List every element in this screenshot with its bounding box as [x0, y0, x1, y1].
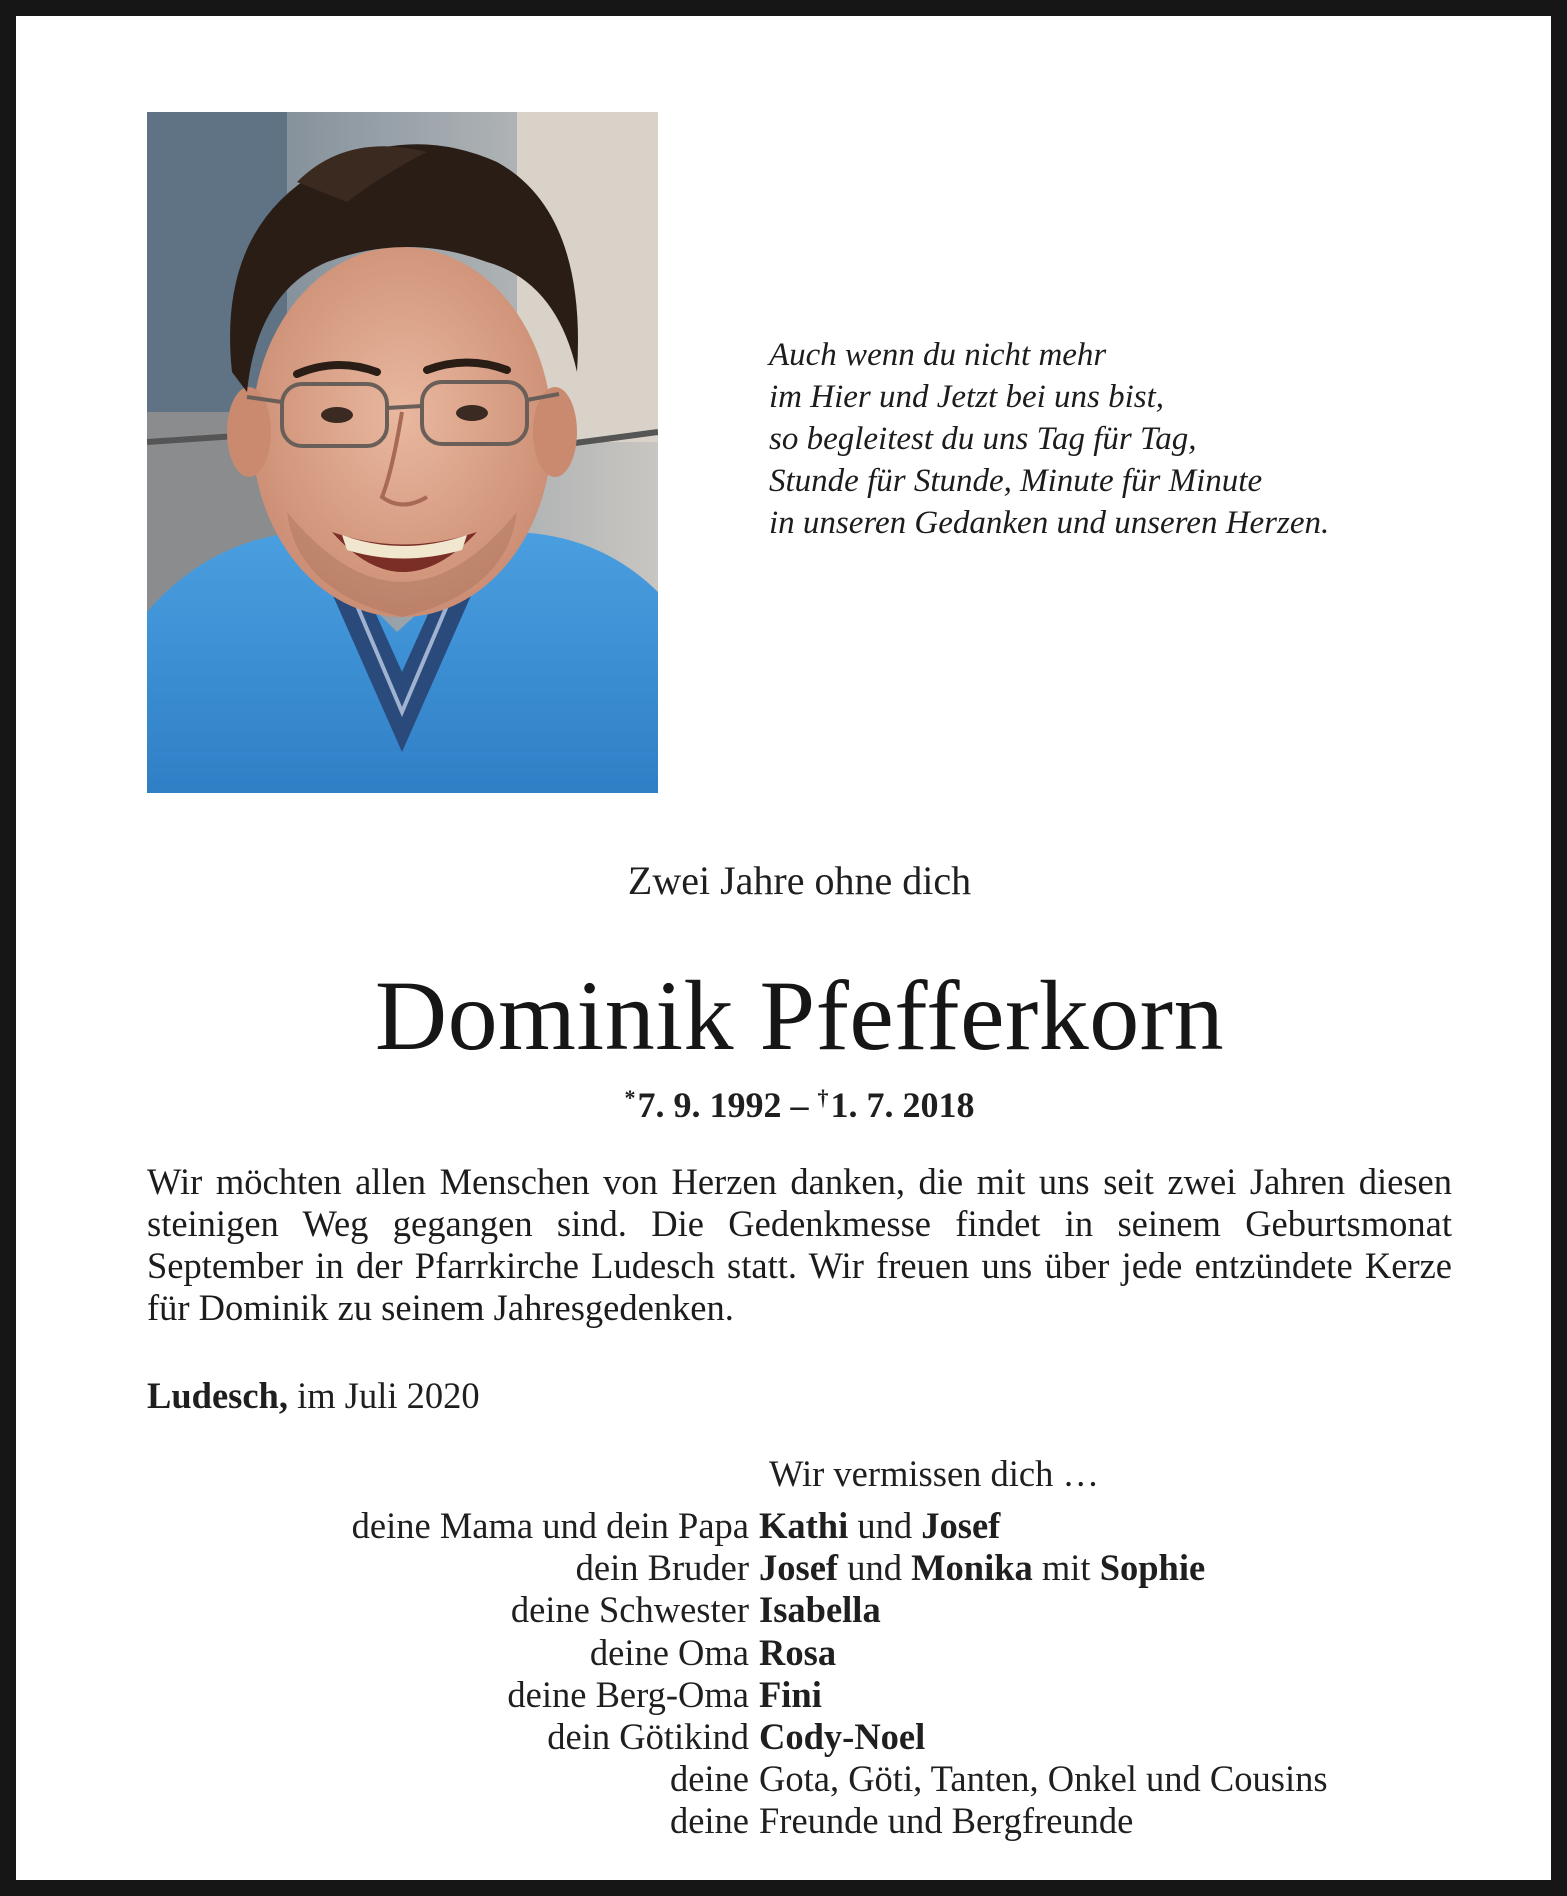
family-role: deine Schwester [510, 1589, 749, 1631]
family-conjunction: und [838, 1547, 912, 1589]
family-row [147, 1632, 1477, 1674]
place-date: im Juli 2020 [287, 1375, 480, 1416]
anniversary-tagline: Zwei Jahre ohne dich [627, 858, 972, 903]
family-role: deine [669, 1800, 749, 1842]
family-conjunction: mit [1032, 1547, 1100, 1589]
family-name: Fini [759, 1673, 822, 1715]
family-names: Gota, Göti, Tanten, Onkel und Cousins [759, 1758, 1328, 1800]
family-names [759, 1716, 1477, 1758]
poem-line: Stunde für Stunde, Minute für Minute [769, 463, 1263, 499]
portrait-photo [147, 112, 658, 793]
family-name: Kathi [759, 1505, 849, 1546]
closing-line: Wir vermissen dich … [769, 1453, 1099, 1494]
family-row [147, 1800, 1477, 1842]
family-names [759, 1547, 1477, 1589]
family-names [759, 1505, 1477, 1547]
date-separator: – [781, 1085, 818, 1125]
family-name: Josef [759, 1547, 839, 1589]
death-date: 1. 7. 2018 [830, 1085, 975, 1125]
place-town: Ludesch, [147, 1375, 288, 1416]
life-dates [16, 1076, 1567, 1127]
family-row [147, 1758, 1477, 1800]
family-role: deine Berg-Oma [507, 1673, 749, 1715]
family-names [759, 1674, 1477, 1716]
death-symbol: † [817, 1085, 829, 1110]
family-name: Isabella [759, 1589, 881, 1631]
family-name: Rosa [759, 1631, 837, 1673]
family-role: dein Bruder [575, 1547, 749, 1589]
family-row [147, 1674, 1477, 1716]
deceased-name: Dominik Pfefferkorn [374, 960, 1225, 1071]
poem-line: im Hier und Jetzt bei uns bist, [769, 379, 1165, 415]
birth-symbol: * [624, 1085, 636, 1110]
thank-you-message: Wir möchten allen Menschen von Herzen danken, die mit uns seit zwei Jahren diesen steinigen Weg gegangen sind. Die Gedenkmesse findet in seinem Geburtsmonat September in der Pfarrkirche Ludesch statt. Wir freuen uns über jede entzündete Kerze für Dominik zu seinem Jahresgedenken. [147, 1161, 1452, 1328]
family-name: Sophie [1099, 1547, 1206, 1589]
memorial-poem [769, 334, 1469, 544]
family-role: deine Mama und dein Papa [351, 1505, 749, 1546]
place-and-date [147, 1374, 480, 1418]
family-name: Cody-Noel [759, 1716, 926, 1758]
family-row [147, 1716, 1477, 1758]
family-name: Monika [911, 1547, 1033, 1589]
poem-line: Auch wenn du nicht mehr [769, 337, 1107, 373]
family-role: dein Götikind [547, 1716, 749, 1758]
family-names [759, 1589, 1477, 1631]
family-conjunction: und [848, 1505, 922, 1546]
poem-line: so begleitest du uns Tag für Tag, [769, 421, 1197, 457]
family-list [147, 1505, 1477, 1843]
family-names [759, 1632, 1477, 1674]
portrait-illustration [147, 112, 658, 793]
family-name: Josef [921, 1505, 1001, 1546]
family-role: deine [669, 1758, 749, 1800]
family-row [147, 1505, 1477, 1547]
family-row [147, 1589, 1477, 1631]
poem-line: in unseren Gedanken und unseren Herzen. [769, 505, 1330, 541]
family-role: deine Oma [589, 1631, 749, 1673]
family-row [147, 1547, 1477, 1589]
family-names: Freunde und Bergfreunde [759, 1800, 1134, 1842]
birth-date: 7. 9. 1992 [637, 1085, 782, 1125]
